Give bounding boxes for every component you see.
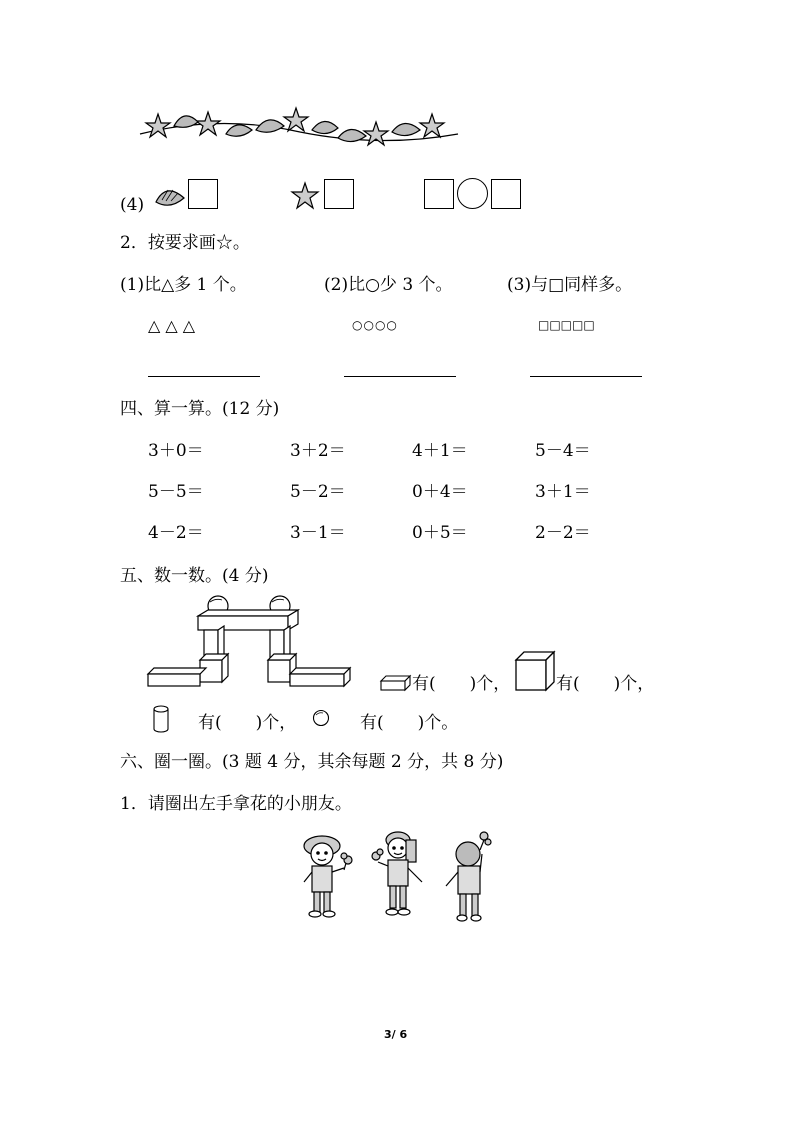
child-2-illustration[interactable] (368, 826, 434, 922)
answer-line[interactable] (530, 376, 642, 377)
star-icon (290, 182, 320, 210)
child-1-illustration[interactable] (298, 830, 362, 922)
equation: 0＋5＝ (412, 523, 468, 543)
pattern-item-4-label: (4) (120, 195, 145, 215)
equation: 4－2＝ (148, 523, 204, 543)
cuboid-icon (380, 675, 412, 691)
equation: 0＋4＝ (412, 482, 468, 502)
section-5-title: 五、数一数。(4 分) (120, 566, 269, 586)
page-number: 3/ 6 (384, 1028, 408, 1041)
answer-line[interactable] (148, 376, 260, 377)
child-3-illustration[interactable] (440, 828, 496, 924)
section-4-title: 四、算一算。(12 分) (120, 399, 280, 419)
sphere-count: 有( )个。 (360, 713, 459, 733)
answer-box[interactable] (324, 179, 354, 209)
answer-box[interactable] (188, 179, 218, 209)
equation: 2－2＝ (535, 523, 591, 543)
answer-circle[interactable] (457, 178, 488, 209)
cylinder-icon (152, 704, 170, 734)
cube-icon (514, 650, 556, 692)
equation: 3－1＝ (290, 523, 346, 543)
draw-task-1-shapes: △ △ △ (148, 316, 196, 335)
cube-count: 有( )个， (556, 674, 655, 694)
question-1: 1．请圈出左手拿花的小朋友。 (120, 794, 352, 814)
answer-line[interactable] (344, 376, 456, 377)
block-gate-illustration (146, 594, 352, 690)
equation: 4＋1＝ (412, 441, 468, 461)
answer-box[interactable] (424, 179, 454, 209)
equation: 3＋1＝ (535, 482, 591, 502)
section-2-title: 2．按要求画☆。 (120, 233, 250, 253)
cylinder-count: 有( )个， (198, 713, 297, 733)
shell-icon (154, 182, 186, 208)
equation: 5－2＝ (290, 482, 346, 502)
equation: 5－4＝ (535, 441, 591, 461)
section-6-title: 六、圈一圈。(3 题 4 分，其余每题 2 分，共 8 分) (120, 752, 504, 772)
draw-task-1-label: (1)比△多 1 个。 (120, 275, 247, 295)
answer-box[interactable] (491, 179, 521, 209)
equation: 3＋2＝ (290, 441, 346, 461)
draw-task-2-shapes: ○○○○ (352, 318, 398, 332)
equation: 3＋0＝ (148, 441, 204, 461)
equation: 5－5＝ (148, 482, 204, 502)
sphere-icon (312, 709, 330, 727)
draw-task-3-label: (3)与□同样多。 (507, 275, 633, 295)
cuboid-count: 有( )个， (412, 674, 511, 694)
draw-task-2-label: (2)比○少 3 个。 (324, 275, 453, 295)
shell-star-border (140, 104, 460, 150)
draw-task-3-shapes: □□□□□ (538, 318, 595, 332)
